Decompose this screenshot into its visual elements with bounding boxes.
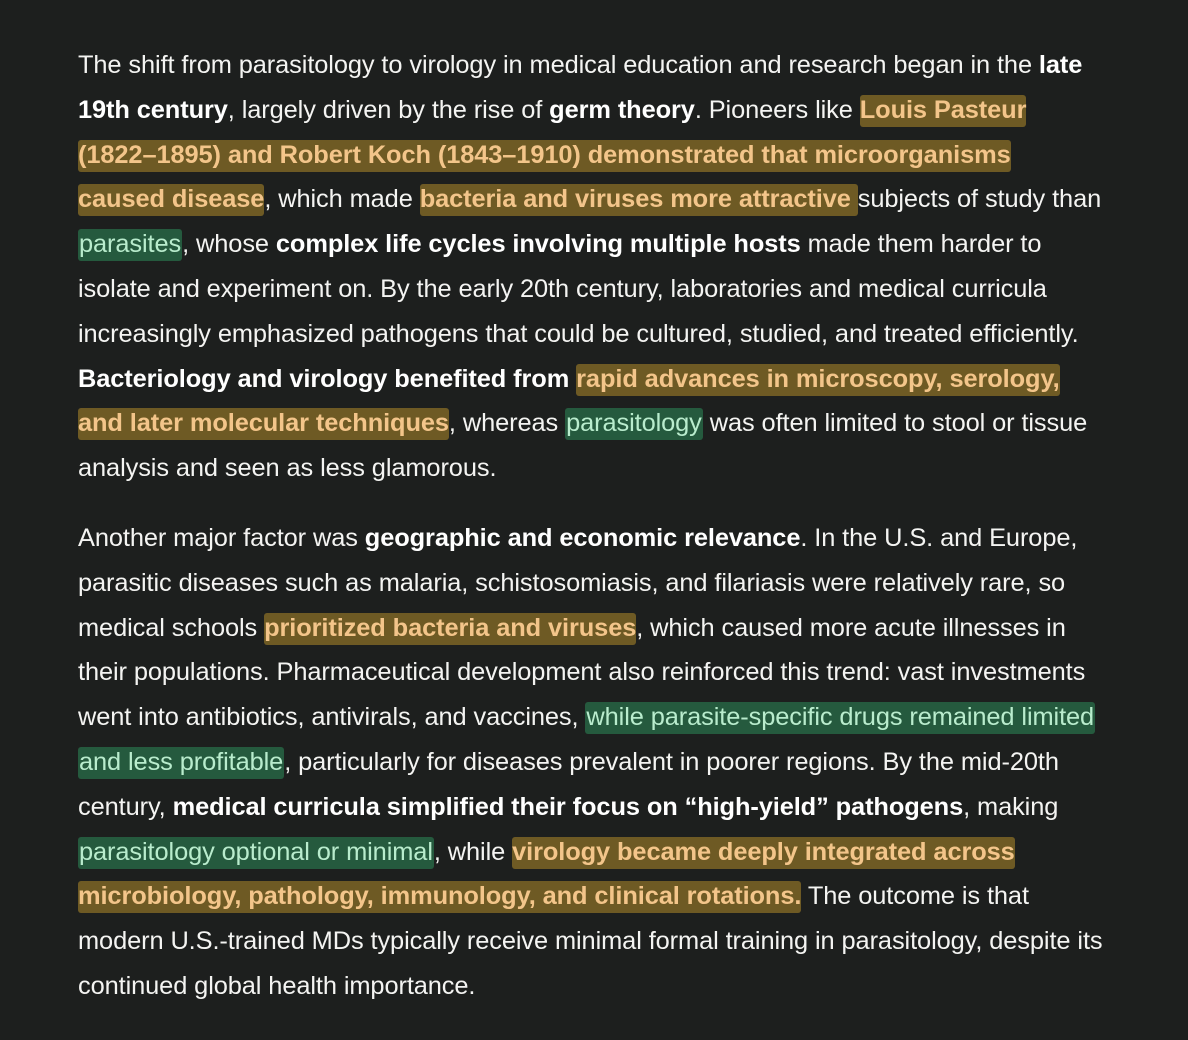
highlight-orange: rapid advances in microscopy, serology, and later molecular techniques (78, 364, 1060, 441)
paragraph-geographic-economic (78, 516, 1104, 1009)
text-span: , largely driven by the rise of (227, 95, 550, 124)
bold-text: medical curricula simplified their focus on “high-yield” pathogens (172, 792, 964, 821)
text-span: . Pioneers like (694, 95, 860, 124)
bold-text: complex life cycles involving multiple hosts (275, 230, 801, 259)
highlight-orange: virology became deeply integrated across microbiology, pathology, immunology, and clinical rotations. (78, 837, 1015, 914)
highlight-orange: bacteria and viruses more attractive (420, 184, 858, 216)
text-span: The shift from parasitology to virology in medical education and research began in the (78, 51, 1039, 79)
text-span: The outcome is that modern U.S.-trained MDs typically receive minimal formal training in parasitology, despite its continued global health importance. (78, 882, 1103, 1000)
bold-text: Bacteriology and virology benefited from (78, 364, 577, 393)
text-span: made them harder to isolate and experiment on. By the early 20th century, laboratories and medical curricula increasingly emphasized pathogens that could be cultured, studied, and treated efficiently. (78, 230, 1079, 348)
highlight-orange: prioritized bacteria and viruses (264, 613, 636, 645)
text-span: was often limited to stool or tissue analysis and seen as less glamorous. (78, 409, 1088, 483)
text-span: , making (963, 792, 1059, 821)
text-span: , which made (264, 185, 420, 214)
highlight-orange: Louis Pasteur (1822–1895) and Robert Koch (1843–1910) demonstrated that microorganisms caused disease (78, 95, 1026, 217)
bold-text: geographic and economic relevance (364, 523, 801, 552)
text-span: , while (433, 837, 513, 866)
text-span: , whereas (448, 409, 566, 438)
highlight-green: parasitology optional or minimal (78, 837, 434, 869)
highlight-green: parasitology (565, 408, 703, 440)
text-span: . In the U.S. and Europe, parasitic diseases such as malaria, schistosomiasis, and filariasis were relatively rare, so medical schools (78, 523, 1078, 642)
text-span: , particularly for diseases prevalent in poorer regions. By the mid-20th century, (78, 747, 1059, 821)
paragraph-germ-theory (78, 43, 1104, 491)
text-span: , whose (182, 230, 276, 259)
text-span: , which caused more acute illnesses in their populations. Pharmaceutical development also reinforced this trend: vast investments went into antibiotics, antivirals, and vaccines, (78, 613, 1086, 732)
bold-text: late 19th century (78, 51, 1083, 124)
text-span: subjects of study than (857, 185, 1102, 214)
text-span: Another major factor was (78, 523, 365, 552)
response-text (78, 43, 1104, 1009)
bold-text: germ theory (549, 95, 695, 124)
highlight-green: parasites (78, 229, 182, 261)
highlight-green: while parasite-specific drugs remained limited and less profitable (78, 702, 1095, 779)
